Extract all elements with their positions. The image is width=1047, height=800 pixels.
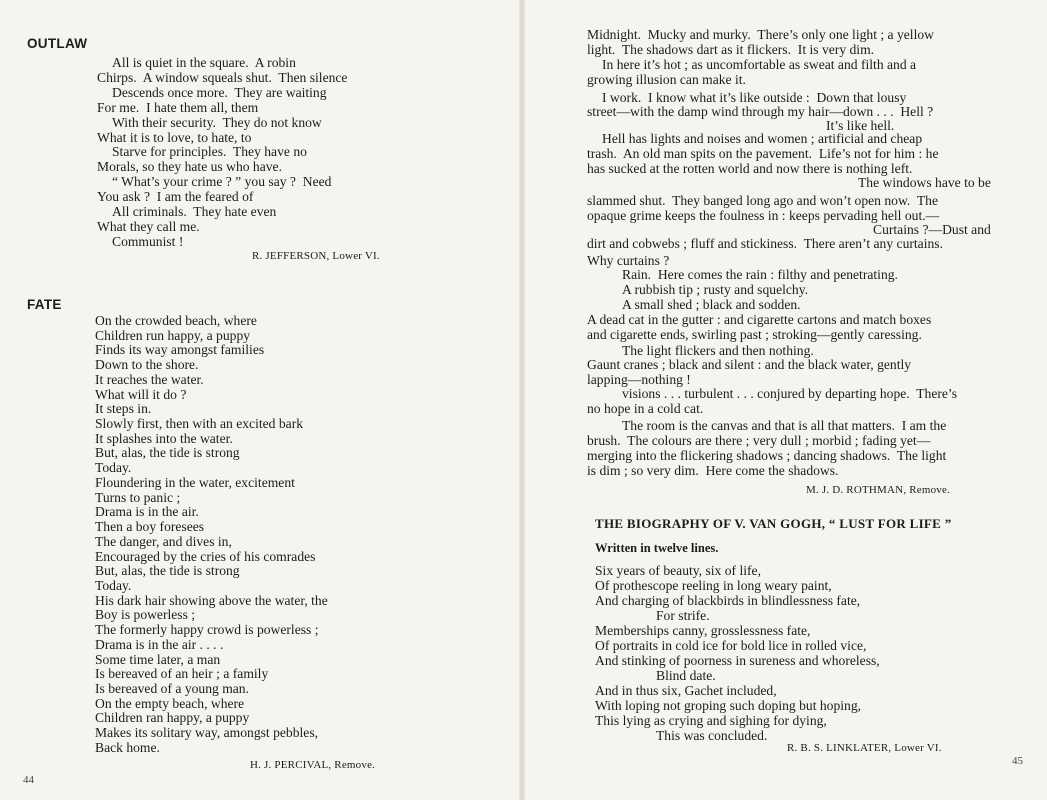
fate-author: H. J. PERCIVAL, Remove. [250,759,376,771]
text-line: lapping—nothing ! [587,372,691,387]
text-line: Finds its way amongst families [95,342,265,358]
text-line: This was concluded. [656,728,768,743]
text-line: A dead cat in the gutter : and cigarette cartons and match boxes [587,312,932,327]
text-line: Floundering in the water, excitement [95,474,295,490]
text-line: light. The shadows dart as it flickers. It is very dim. [587,42,875,57]
text-line: All is quiet in the square. A robin [112,55,296,70]
page-number-left: 44 [23,774,34,786]
text-line: dirt and cobwebs ; fluff and stickiness. There aren’t any curtains. [587,236,943,251]
text-line: On the empty beach, where [95,695,245,711]
text-line: Gaunt cranes ; black and silent : and the black water, gently [587,357,912,372]
text-line: merging into the flickering shadows ; dancing shadows. The light [587,448,947,463]
text-line: For me. I hate them all, them [97,99,259,115]
text-line: The windows have to be [858,175,991,190]
text-line: Turns to panic ; [95,489,181,505]
page-number-right: 45 [1012,755,1023,767]
text-line: Descends once more. They are waiting [112,84,327,100]
text-line: With their security. They do not know [112,114,322,130]
text-line: But, alas, the tide is strong [95,445,240,461]
text-line: And in thus six, Gachet included, [595,683,777,698]
text-line: Morals, so they hate us who have. [97,159,282,175]
text-line: Drama is in the air. [95,504,199,520]
text-line: Down to the shore. [95,357,199,373]
text-line: Back home. [95,739,160,755]
text-line: Today. [95,460,132,476]
text-line: Boy is powerless ; [95,607,196,623]
text-line: On the crowded beach, where [95,313,257,328]
text-line: His dark hair showing above the water, the [95,592,328,608]
text-line: Blind date. [656,668,716,683]
text-line: opaque grime keeps the foulness in : keeps pervading hell out.— [587,208,940,223]
text-line: The light flickers and then nothing. [622,343,814,358]
text-line: Of prothescope reeling in long weary paint, [595,578,832,593]
text-line: Today. [95,577,132,593]
text-line: For strife. [656,608,710,623]
text-line: Rain. Here comes the rain : filthy and penetrating. [622,267,898,282]
right-page [524,0,1047,800]
biography-subtitle: Written in twelve lines. [595,541,719,555]
outlaw-title: OUTLAW [27,36,88,51]
text-line: This lying as crying and sighing for dying, [595,713,827,728]
text-line: The room is the canvas and that is all that matters. I am the [622,418,947,433]
text-line: slammed shut. They banged long ago and won’t open now. The [587,193,938,208]
text-line: Makes its solitary way, amongst pebbles, [95,725,319,741]
text-line: What will it do ? [95,386,187,402]
left-page [0,0,520,800]
text-line: no hope in a cold cat. [587,401,704,416]
text-line: street—with the damp wind through my hair—down . . . Hell ? [587,104,934,119]
text-line: Children run happy, a puppy [95,327,251,343]
text-line: brush. The colours are there ; very dull ; morbid ; fading yet— [587,433,931,448]
text-line: The danger, and dives in, [95,533,232,549]
text-line: Communist ! [112,233,184,249]
text-line: What it is to love, to hate, to [97,129,252,145]
text-line: Children ran happy, a puppy [95,710,250,726]
text-line: Midnight. Mucky and murky. There’s only one light ; a yellow [587,27,934,42]
text-line: growing illusion can make it. [587,72,746,87]
text-line: Chirps. A window squeals shut. Then silence [97,69,348,85]
text-line: What they call me. [97,218,200,234]
text-line: Hell has lights and noises and women ; artificial and cheap [602,131,923,146]
text-line: You ask ? I am the feared of [97,189,254,205]
text-line: But, alas, the tide is strong [95,563,240,579]
text-line: Why curtains ? [587,253,670,268]
text-line: Is bereaved of an heir ; a family [95,666,269,682]
text-line: With loping not groping such doping but hoping, [595,698,862,713]
text-line: It steps in. [95,401,152,417]
text-line: And charging of blackbirds in blindlessness fate, [595,593,861,608]
prose-author: M. J. D. ROTHMAN, Remove. [806,484,951,496]
text-line: Then a boy foresees [95,519,205,535]
text-line: Slowly first, then with an excited bark [95,416,304,432]
text-line: trash. An old man spits on the pavement. Life’s not for him : he [587,146,939,161]
text-line: Some time later, a man [95,651,221,667]
outlaw-author: R. JEFFERSON, Lower VI. [252,250,380,262]
text-line: All criminals. They hate even [112,204,277,219]
text-line: visions . . . turbulent . . . conjured by departing hope. There’s [622,386,957,401]
text-line: “ What’s your crime ? ” you say ? Need [112,174,332,190]
text-line: Six years of beauty, six of life, [595,563,761,578]
text-line: is dim ; so very dim. Here come the shadows. [587,463,839,478]
text-line: I work. I know what it’s like outside : Down that lousy [602,90,907,105]
text-line: Curtains ?—Dust and [873,222,991,237]
biography-title: THE BIOGRAPHY OF V. VAN GOGH, “ LUST FOR LIFE ” [595,516,952,531]
text-line: And stinking of poorness in sureness and whoreless, [595,653,880,668]
fate-title: FATE [27,297,62,312]
text-line: A small shed ; black and sodden. [622,297,801,312]
biography-author: R. B. S. LINKLATER, Lower VI. [787,742,942,754]
text-line: It reaches the water. [95,371,204,387]
text-line: It splashes into the water. [95,430,233,446]
text-line: Starve for principles. They have no [112,144,307,160]
text-line: Drama is in the air . . . . [95,636,224,652]
text-line: and cigarette ends, swirling past ; stroking—gently caressing. [587,327,922,342]
text-line: has sucked at the rotten world and now there is nothing left. [587,161,913,176]
text-line: Is bereaved of a young man. [95,681,250,696]
text-line: The formerly happy crowd is powerless ; [95,622,319,638]
text-line: Encouraged by the cries of his comrades [95,548,316,564]
text-line: Of portraits in cold ice for bold lice in rolled vice, [595,638,867,653]
text-line: It’s like hell. [826,118,895,133]
text-line: Memberships canny, grosslessness fate, [595,623,811,638]
text-line: A rubbish tip ; rusty and squelchy. [622,282,809,297]
text-line: In here it’s hot ; as uncomfortable as sweat and filth and a [602,57,917,72]
